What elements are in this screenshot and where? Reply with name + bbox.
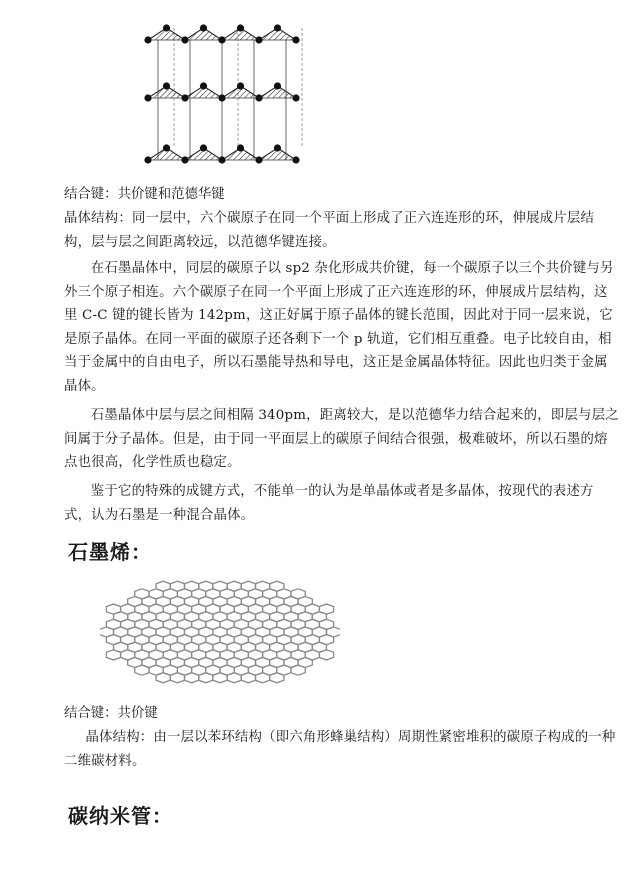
carbon-atom bbox=[274, 144, 281, 151]
carbon-atom bbox=[181, 36, 188, 43]
graphite-bond-label: 结合键：共价键和范德华键 bbox=[64, 187, 225, 202]
carbon-atom bbox=[237, 144, 244, 151]
graphite-structure-figure bbox=[130, 14, 320, 182]
graphene-structure-figure bbox=[100, 572, 340, 697]
carbon-atom bbox=[163, 24, 170, 31]
graphene-honeycomb-drawing bbox=[100, 572, 340, 697]
carbon-atom bbox=[163, 144, 170, 151]
carbon-atom bbox=[144, 94, 151, 101]
graphene-bond-label: 结合键：共价键 bbox=[64, 706, 158, 721]
graphene-hexagon bbox=[256, 673, 270, 683]
graphene-hexagon bbox=[213, 673, 227, 683]
carbon-atom bbox=[218, 156, 225, 163]
graphene-hexagon bbox=[241, 673, 255, 683]
carbon-atom bbox=[255, 94, 262, 101]
graphene-hexagon bbox=[199, 673, 213, 683]
graphene-hexagon bbox=[270, 673, 284, 683]
graphene-structure-text: 晶体结构：由一层以苯环结构（即六角形蜂巢结构）周期性紧密堆积的碳原子构成的一种二维碳材料。 bbox=[64, 730, 616, 769]
nanotube-heading: 碳纳米管： bbox=[68, 804, 173, 828]
graphite-lattice-drawing bbox=[130, 14, 320, 182]
graphene-hexagon bbox=[106, 650, 120, 660]
carbon-atom bbox=[292, 94, 299, 101]
carbon-atom bbox=[144, 156, 151, 163]
carbon-atom bbox=[181, 94, 188, 101]
carbon-atom bbox=[218, 36, 225, 43]
graphite-structure-text: 晶体结构：同一层中，六个碳原子在同一个平面上形成了正六连连形的环，伸展成片层结构，层与层之间距离较远，以范德华键连接。 bbox=[64, 211, 595, 250]
graphene-hexagon bbox=[156, 673, 170, 683]
carbon-atom bbox=[181, 156, 188, 163]
graphene-heading: 石墨烯： bbox=[68, 540, 152, 564]
graphene-hexagon bbox=[135, 665, 149, 675]
graphite-paragraph-3: 鉴于它的特殊的成键方式，不能单一的认为是单晶体或者是多晶体，按现代的表述方式，认为石墨是一种混合晶体。 bbox=[64, 484, 594, 523]
carbon-atom bbox=[274, 24, 281, 31]
carbon-atom bbox=[237, 82, 244, 89]
carbon-atom bbox=[237, 24, 244, 31]
carbon-atom bbox=[218, 94, 225, 101]
carbon-atom bbox=[255, 36, 262, 43]
carbon-atom bbox=[200, 82, 207, 89]
carbon-atom bbox=[144, 36, 151, 43]
graphene-hexagon bbox=[185, 673, 199, 683]
graphene-hexagon bbox=[291, 665, 305, 675]
carbon-atom bbox=[274, 82, 281, 89]
graphite-paragraph-2: 石墨晶体中层与层之间相隔 340pm，距离较大，是以范德华力结合起来的，即层与层之间属于分子晶体。但是，由于同一平面层上的碳原子间结合很强，极难破坏，所以石墨的熔点也很高，化学性质也稳定。 bbox=[64, 408, 619, 470]
graphene-hexagon bbox=[319, 650, 333, 660]
carbon-atom bbox=[200, 144, 207, 151]
graphene-hexagon bbox=[170, 673, 184, 683]
graphite-paragraph-1: 在石墨晶体中，同层的碳原子以 sp2 杂化形成共价键，每一个碳原子以三个共价键与另外三个原子相连。六个碳原子在同一个平面上形成了正六连连形的环，伸展成片层结构，这里 C-C 键的键长皆为 142pm，这正好属于原子晶体的键长范围，因此对于同一层来说，它是原子晶体。在同一平面的碳原子还各剩下一个 p 轨道，它们相互重叠。电子比较自由，相当于金属中的自由电子，所以石墨能导热和导电，这正是金属晶体特征。因此也归类于金属晶体。 bbox=[64, 261, 614, 394]
graphene-hexagon bbox=[227, 673, 241, 683]
carbon-atom bbox=[292, 36, 299, 43]
carbon-atom bbox=[255, 156, 262, 163]
carbon-atom bbox=[163, 82, 170, 89]
carbon-atom bbox=[200, 24, 207, 31]
carbon-atom bbox=[292, 156, 299, 163]
